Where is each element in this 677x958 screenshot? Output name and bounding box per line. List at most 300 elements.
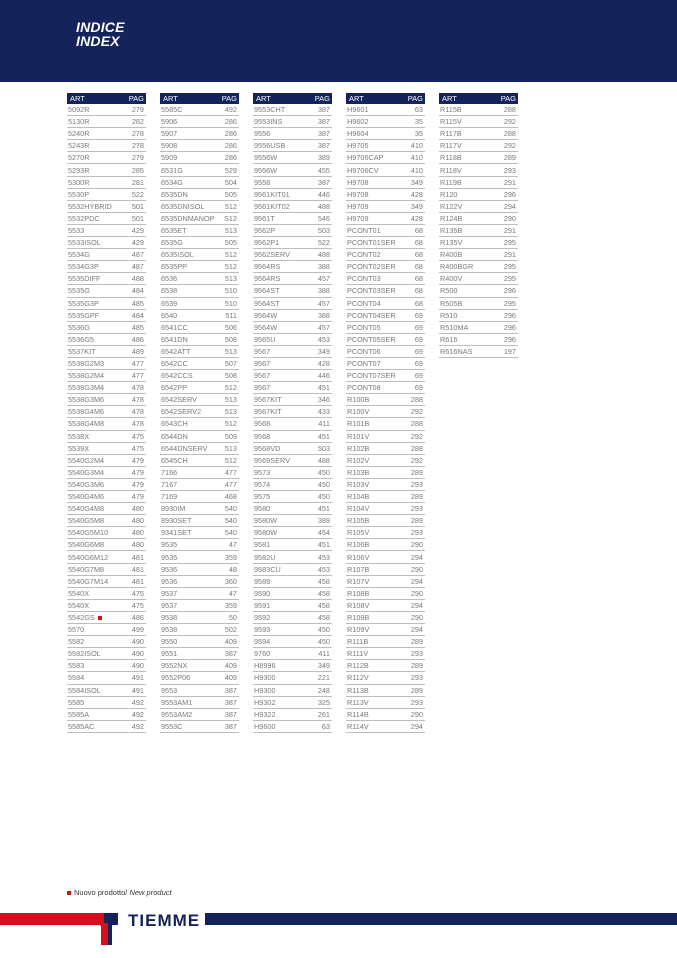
page-number: 546 [317, 213, 330, 223]
page-number: 278 [131, 129, 144, 139]
art-code: 5540G7M14 [68, 576, 109, 586]
page-number: 480 [131, 516, 144, 526]
page-number: 481 [131, 576, 144, 586]
table-row [160, 104, 239, 116]
page-number: 294 [410, 552, 423, 562]
table-row [253, 152, 332, 164]
header-art: ART [70, 94, 85, 103]
page-number: 485 [131, 322, 144, 332]
table-row [253, 370, 332, 382]
table-row [439, 213, 518, 225]
table-row [253, 588, 332, 600]
art-code: R102B [347, 443, 370, 453]
table-row [346, 104, 425, 116]
table-row [67, 298, 146, 310]
art-code: 6543CH [161, 419, 188, 429]
page-number: 293 [410, 649, 423, 659]
page-number: 290 [410, 588, 423, 598]
table-row [160, 539, 239, 551]
table-row [346, 709, 425, 721]
art-code: R124B [440, 213, 463, 223]
table-row [253, 394, 332, 406]
page-number: 278 [131, 141, 144, 151]
page-number: 68 [414, 250, 423, 260]
page-number: 488 [317, 201, 330, 211]
page-number: 453 [317, 334, 330, 344]
art-code: 9593 [254, 625, 271, 635]
page-number: 294 [503, 201, 516, 211]
art-code: 9562P1 [254, 238, 280, 248]
art-code: 9580W [254, 528, 278, 538]
page-number: 507 [224, 359, 237, 369]
art-code: 9582U [254, 552, 276, 562]
art-code: 5270R [68, 153, 90, 163]
art-code: 5536G5 [68, 334, 94, 344]
art-code: R400V [440, 274, 463, 284]
table-row [67, 128, 146, 140]
new-product-marker-icon [98, 616, 102, 620]
page-number: 292 [503, 117, 516, 127]
page-number: 387 [317, 105, 330, 115]
table-row [160, 443, 239, 455]
table-row [67, 370, 146, 382]
table-row [160, 164, 239, 176]
table-row [160, 467, 239, 479]
page-number: 428 [410, 189, 423, 199]
table-row [160, 612, 239, 624]
page-number: 503 [317, 443, 330, 453]
art-code: PCONT03SER [347, 286, 396, 296]
page-number: 491 [131, 685, 144, 695]
art-code: 6545CH [161, 455, 188, 465]
art-code: H9300 [254, 673, 276, 683]
page-number: 477 [131, 359, 144, 369]
page-number: 289 [410, 516, 423, 526]
art-code: 9569SERV [254, 455, 290, 465]
table-row [67, 346, 146, 358]
art-code: H9302 [254, 697, 276, 707]
art-code: 9567 [254, 371, 271, 381]
art-code: 9568 [254, 419, 271, 429]
page-number: 488 [317, 250, 330, 260]
page-number: 522 [131, 189, 144, 199]
page-number: 69 [414, 359, 423, 369]
table-row [67, 285, 146, 297]
art-code: PCONT06 [347, 346, 381, 356]
art-code: 5130R [68, 117, 90, 127]
art-code: H9705 [347, 141, 369, 151]
art-code: 9553C [161, 721, 183, 731]
art-code: R104V [347, 504, 370, 514]
art-code: 5540G7M8 [68, 564, 105, 574]
table-row [67, 612, 146, 624]
page-number: 513 [224, 395, 237, 405]
page-number: 485 [131, 298, 144, 308]
page-number: 286 [224, 141, 237, 151]
art-code: 6535G [161, 238, 183, 248]
page-number: 69 [414, 383, 423, 393]
header-pag: PAG [128, 94, 144, 103]
table-row [253, 539, 332, 551]
table-row [346, 660, 425, 672]
art-code: 5532PDC [68, 213, 100, 223]
page-number: 455 [317, 165, 330, 175]
page-number: 387 [224, 697, 237, 707]
page-number: 289 [410, 685, 423, 695]
page-number: 522 [317, 238, 330, 248]
page-number: 387 [224, 721, 237, 731]
table-row [346, 431, 425, 443]
table-row [253, 455, 332, 467]
art-code: R400BGR [440, 262, 474, 272]
art-code: 9564RS [254, 262, 281, 272]
page-number: 68 [414, 274, 423, 284]
brand-name: TIEMME [128, 911, 201, 930]
table-row [439, 346, 518, 358]
page-number: 289 [410, 467, 423, 477]
art-code: 5540G3M6 [68, 479, 105, 489]
table-row [346, 588, 425, 600]
table-row [346, 358, 425, 370]
table-row [67, 322, 146, 334]
table-row [253, 116, 332, 128]
art-code: PCONT07 [347, 359, 381, 369]
table-row [67, 467, 146, 479]
page-number: 477 [224, 467, 237, 477]
art-code: 9556 [254, 129, 271, 139]
art-code: 9580W [254, 516, 278, 526]
art-code: 9535 [161, 540, 178, 550]
table-row [160, 346, 239, 358]
page-number: 478 [131, 407, 144, 417]
table-row [346, 285, 425, 297]
art-code: 9556W [254, 165, 278, 175]
art-code: 9553AM2 [161, 709, 193, 719]
table-row [160, 503, 239, 515]
page-number: 475 [131, 443, 144, 453]
page-number: 488 [317, 455, 330, 465]
art-code: 9567KIT [254, 395, 282, 405]
header-art: ART [442, 94, 457, 103]
table-row [253, 660, 332, 672]
page-number: 48 [228, 564, 237, 574]
table-row [160, 213, 239, 225]
art-code: R118B [440, 153, 462, 163]
art-code: 6542SERV [161, 395, 197, 405]
page-number: 293 [410, 504, 423, 514]
art-code: 5532HYBRID [68, 201, 112, 211]
table-row [160, 334, 239, 346]
art-code: 9565U [254, 334, 276, 344]
table-row [160, 177, 239, 189]
page-number: 513 [224, 407, 237, 417]
table-row [346, 164, 425, 176]
table-row [253, 672, 332, 684]
table-row [346, 721, 425, 733]
table-row [67, 660, 146, 672]
page-number: 540 [224, 528, 237, 538]
art-code: PCONT02 [347, 250, 381, 260]
header-art: ART [163, 94, 178, 103]
page-number: 68 [414, 238, 423, 248]
art-code: 5535G [68, 286, 90, 296]
page-number: 540 [224, 504, 237, 514]
table-row [67, 551, 146, 563]
art-code: PCONT05 [347, 322, 381, 332]
page-number: 289 [503, 153, 516, 163]
table-row [346, 564, 425, 576]
art-code: 5536G [68, 322, 90, 332]
page-number: 69 [414, 310, 423, 320]
table-row [67, 310, 146, 322]
page-number: 512 [224, 250, 237, 260]
table-row [346, 394, 425, 406]
page-number: 387 [317, 177, 330, 187]
art-code: 5534G3P [68, 262, 99, 272]
art-code: 9553CHT [254, 105, 286, 115]
art-code: 8930SET [161, 516, 192, 526]
column-header [346, 93, 425, 104]
table-row [67, 491, 146, 503]
art-code: 5906 [161, 117, 178, 127]
page-number: 410 [410, 165, 423, 175]
page-number: 450 [317, 467, 330, 477]
art-code: R105B [347, 516, 370, 526]
art-code: R135B [440, 225, 463, 235]
new-product-marker-icon [67, 891, 71, 895]
page-number: 69 [414, 322, 423, 332]
table-row [346, 237, 425, 249]
art-code: PCONT04 [347, 298, 381, 308]
table-row [439, 189, 518, 201]
page-number: 296 [503, 286, 516, 296]
art-code: 5538G4M8 [68, 419, 105, 429]
art-code: 9568VD [254, 443, 281, 453]
table-row [67, 334, 146, 346]
table-row [67, 177, 146, 189]
page-number: 490 [131, 649, 144, 659]
table-row [160, 370, 239, 382]
page-number: 480 [131, 504, 144, 514]
table-row [67, 503, 146, 515]
art-code: 5240R [68, 129, 90, 139]
art-code: 9573 [254, 467, 271, 477]
table-row [67, 406, 146, 418]
page-number: 478 [131, 383, 144, 393]
table-row [160, 273, 239, 285]
table-row [160, 697, 239, 709]
page-number: 288 [410, 395, 423, 405]
art-code: 8930IM [161, 504, 186, 514]
art-code: 9581 [254, 540, 271, 550]
page-number: 387 [224, 649, 237, 659]
table-row [346, 576, 425, 588]
table-row [253, 237, 332, 249]
art-code: R106V [347, 552, 370, 562]
art-code: 5907 [161, 129, 178, 139]
page-number: 288 [410, 419, 423, 429]
art-code: R120 [440, 189, 458, 199]
table-row [160, 455, 239, 467]
title-italian: INDICE [76, 19, 125, 35]
page-number: 490 [131, 661, 144, 671]
table-row [160, 406, 239, 418]
art-code: 5535G3P [68, 298, 99, 308]
art-code: 6539 [161, 298, 178, 308]
art-code: 9567KIT [254, 407, 282, 417]
table-row [253, 104, 332, 116]
page-number: 69 [414, 346, 423, 356]
table-row [160, 310, 239, 322]
art-code: R119B [440, 177, 462, 187]
page-number: 458 [317, 576, 330, 586]
table-row [67, 624, 146, 636]
art-code: 9590 [254, 588, 271, 598]
table-row [346, 116, 425, 128]
art-code: R107B [347, 564, 370, 574]
table-row [346, 298, 425, 310]
table-row [67, 685, 146, 697]
page-number: 279 [131, 153, 144, 163]
page-number: 429 [131, 225, 144, 235]
page-number: 288 [503, 105, 516, 115]
art-code: 9591 [254, 600, 271, 610]
page-number: 486 [131, 334, 144, 344]
art-code: 6541DN [161, 334, 188, 344]
page-number: 508 [224, 371, 237, 381]
table-row [439, 334, 518, 346]
art-code: R616 [440, 334, 458, 344]
art-code: 5243R [68, 141, 90, 151]
art-code: 5540X [68, 600, 90, 610]
page-number: 410 [410, 153, 423, 163]
table-row [160, 624, 239, 636]
page-number: 504 [224, 177, 237, 187]
table-row [346, 310, 425, 322]
table-row [67, 431, 146, 443]
page-number: 486 [131, 612, 144, 622]
art-code: 9553INS [254, 117, 283, 127]
art-code: R102V [347, 455, 370, 465]
art-code: R101V [347, 431, 370, 441]
art-code: 5908 [161, 141, 178, 151]
page-number: 411 [318, 419, 330, 429]
page-number: 349 [410, 177, 423, 187]
table-row [160, 527, 239, 539]
page-number: 68 [414, 262, 423, 272]
table-row [160, 201, 239, 213]
table-row [439, 298, 518, 310]
page-number: 512 [224, 383, 237, 393]
table-row [439, 164, 518, 176]
table-row [253, 564, 332, 576]
header-banner [0, 0, 677, 82]
page-number: 47 [228, 588, 237, 598]
page-number: 389 [317, 516, 330, 526]
page-number: 475 [131, 588, 144, 598]
art-code: 9564ST [254, 298, 280, 308]
art-code: 5582ISOL [68, 649, 101, 659]
page-number: 468 [224, 492, 237, 502]
column-header [439, 93, 518, 104]
page-number: 499 [131, 625, 144, 635]
table-row [67, 249, 146, 261]
page-number: 63 [321, 721, 330, 731]
page-number: 488 [131, 274, 144, 284]
table-row [346, 636, 425, 648]
art-code: H9709 [347, 201, 369, 211]
art-code: 5539X [68, 443, 90, 453]
table-row [439, 140, 518, 152]
table-row [253, 310, 332, 322]
table-row [346, 322, 425, 334]
table-row [253, 515, 332, 527]
page-number: 290 [503, 213, 516, 223]
page-number: 490 [131, 637, 144, 647]
art-code: 9567 [254, 346, 271, 356]
art-code: 5540G6M8 [68, 540, 105, 550]
table-row [439, 128, 518, 140]
art-code: 9553 [161, 685, 178, 695]
art-code: R114B [347, 709, 369, 719]
index-column [346, 93, 425, 733]
page-number: 513 [224, 443, 237, 453]
art-code: 6536 [161, 274, 178, 284]
art-code: 6535ISOL [161, 250, 194, 260]
page-number: 454 [317, 528, 330, 538]
art-code: PCONT07SER [347, 371, 396, 381]
art-code: R111B [347, 637, 369, 647]
art-code: R510MA [440, 322, 469, 332]
table-row [346, 418, 425, 430]
footnote [67, 888, 172, 897]
art-code: R100B [347, 395, 370, 405]
table-row [346, 467, 425, 479]
page-number: 450 [317, 625, 330, 635]
art-code: 6535DNISOL [161, 201, 205, 211]
table-row [346, 249, 425, 261]
art-code: 5583 [68, 661, 85, 671]
page-number: 457 [317, 274, 330, 284]
art-code: R103B [347, 467, 370, 477]
table-row [253, 358, 332, 370]
art-code: R105V [347, 528, 370, 538]
table-row [160, 225, 239, 237]
table-row [253, 128, 332, 140]
page-number: 248 [317, 685, 330, 695]
page-number: 286 [224, 153, 237, 163]
table-row [346, 515, 425, 527]
page-number: 513 [224, 346, 237, 356]
table-row [67, 455, 146, 467]
table-row [346, 443, 425, 455]
page-number: 479 [131, 492, 144, 502]
page-number: 292 [410, 455, 423, 465]
page-number: 409 [224, 637, 237, 647]
table-row [67, 140, 146, 152]
page-number: 478 [131, 419, 144, 429]
art-code: R108V [347, 600, 370, 610]
table-row [346, 213, 425, 225]
art-code: R510 [440, 310, 458, 320]
art-code: 5538G3M6 [68, 395, 105, 405]
index-column [67, 93, 146, 733]
column-header [67, 93, 146, 104]
table-row [160, 189, 239, 201]
table-row [67, 164, 146, 176]
page-number: 457 [317, 322, 330, 332]
art-code: R112B [347, 661, 369, 671]
